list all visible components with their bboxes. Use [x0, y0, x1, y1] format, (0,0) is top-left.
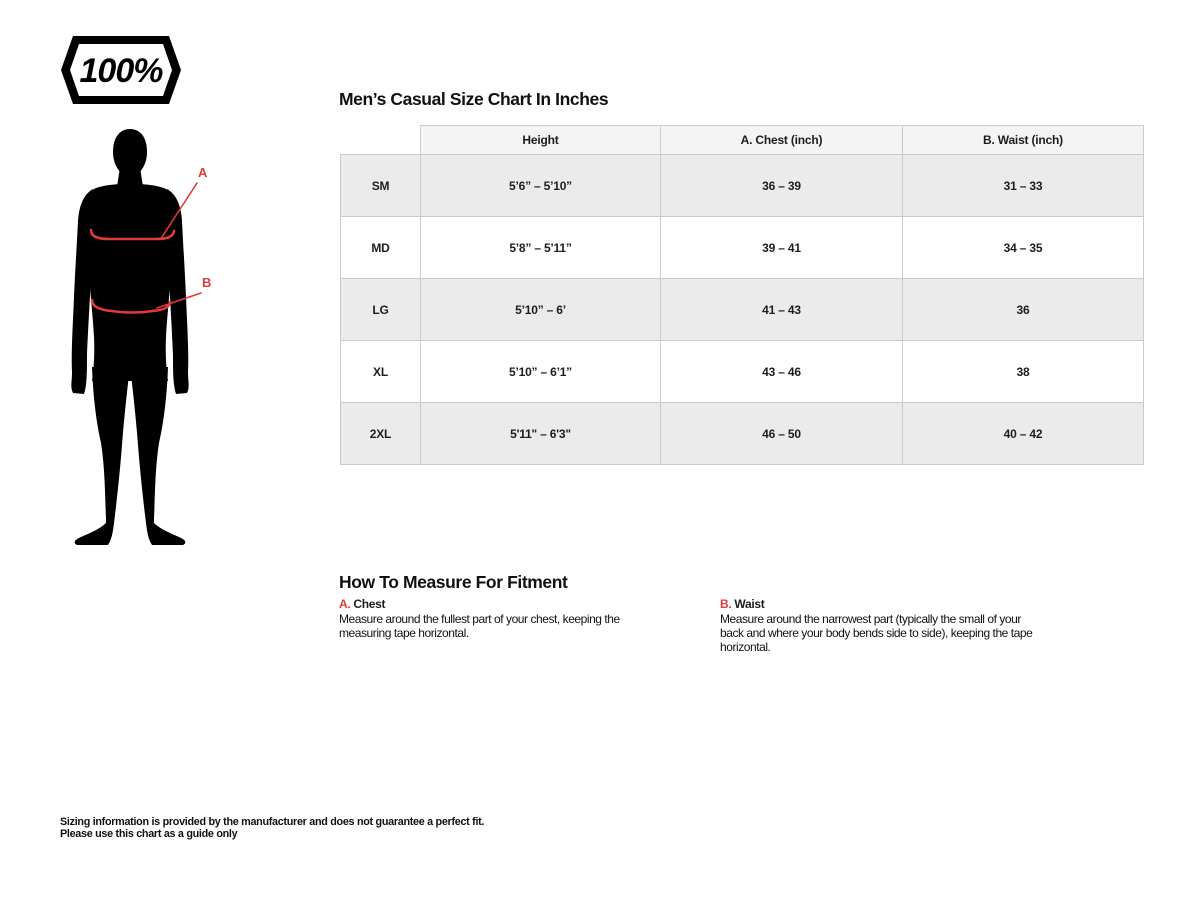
measure-chest-key: A.	[339, 597, 351, 611]
male-silhouette-figure	[60, 127, 235, 547]
measure-chest-heading	[339, 597, 661, 611]
size-label: SM	[341, 155, 421, 217]
column-header-height: Height	[421, 126, 661, 155]
chest-callout-label: A	[198, 165, 208, 180]
table-row-sm	[341, 155, 1144, 217]
waist-value: 31 – 33	[903, 155, 1144, 217]
table-header-row	[341, 126, 1144, 155]
silhouette-body	[71, 129, 188, 545]
waist-callout-label: B	[202, 275, 212, 290]
chest-value: 46 – 50	[661, 403, 903, 465]
table-row-xl	[341, 341, 1144, 403]
table-corner-cell	[341, 126, 421, 155]
chest-value: 43 – 46	[661, 341, 903, 403]
measure-waist-key: B.	[720, 597, 732, 611]
column-header-waist: B. Waist (inch)	[903, 126, 1144, 155]
table-row-lg	[341, 279, 1144, 341]
logo-text: 100%	[79, 52, 163, 90]
table-row-md	[341, 217, 1144, 279]
column-header-chest: A. Chest (inch)	[661, 126, 903, 155]
waist-value: 34 – 35	[903, 217, 1144, 279]
height-value: 5'11" – 6'3"	[421, 403, 661, 465]
chest-value: 41 – 43	[661, 279, 903, 341]
size-label: MD	[341, 217, 421, 279]
size-chart-table	[340, 125, 1144, 465]
measure-waist-text: Measure around the narrowest part (typically the small of your back and where your body bends side to side), keeping the tape horizontal.	[720, 612, 1033, 654]
size-label: XL	[341, 341, 421, 403]
disclaimer-line-1: Sizing information is provided by the manufacturer and does not guarantee a perfect fit.	[60, 816, 485, 828]
size-label: LG	[341, 279, 421, 341]
waist-value: 40 – 42	[903, 403, 1144, 465]
table-row-2xl	[341, 403, 1144, 465]
size-label: 2XL	[341, 403, 421, 465]
height-value: 5’10” – 6’	[421, 279, 661, 341]
size-chart-title: Men’s Casual Size Chart In Inches	[339, 89, 609, 109]
how-to-measure-title: How To Measure For Fitment	[339, 572, 568, 592]
height-value: 5’6” – 5’10”	[421, 155, 661, 217]
measure-waist-heading	[720, 597, 1044, 611]
measure-instructions-waist	[720, 597, 1044, 654]
height-value: 5’8” – 5’11”	[421, 217, 661, 279]
sizing-disclaimer	[60, 816, 484, 841]
chest-value: 36 – 39	[661, 155, 903, 217]
measure-waist-label: Waist	[734, 597, 765, 611]
waist-value: 36	[903, 279, 1144, 341]
brand-logo-100percent-icon	[60, 31, 182, 109]
height-value: 5’10” – 6’1”	[421, 341, 661, 403]
disclaimer-line-2: Please use this chart as a guide only	[60, 828, 238, 841]
waist-value: 38	[903, 341, 1144, 403]
measure-chest-label: Chest	[353, 597, 386, 611]
chest-value: 39 – 41	[661, 217, 903, 279]
silhouette-torso	[84, 184, 176, 381]
measure-instructions-chest	[339, 597, 661, 641]
measure-chest-text: Measure around the fullest part of your chest, keeping the measuring tape horizontal.	[339, 612, 620, 640]
